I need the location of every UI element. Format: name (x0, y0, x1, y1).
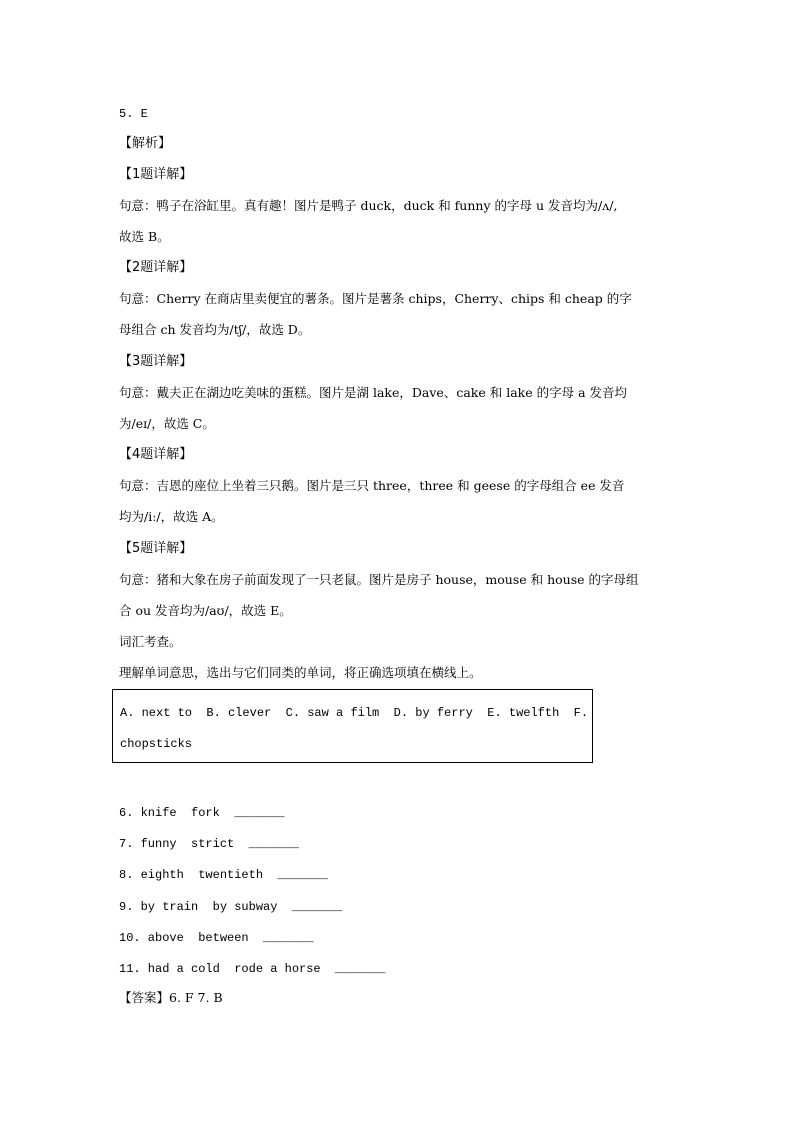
item-5-text-line-2: 合 ou 发音均为/aʊ/，故选 E。 (119, 603, 292, 618)
question-9: 9. by train by subway _______ (119, 900, 343, 914)
item-4-heading: 【4题详解】 (119, 447, 193, 462)
question-10: 10. above between _______ (119, 931, 314, 945)
analysis-heading: 【解析】 (119, 136, 172, 151)
question-6: 6. knife fork _______ (119, 806, 285, 820)
item-1-text-line-2: 故选 B。 (119, 229, 170, 244)
instruction: 理解单词意思，选出与它们同类的单词，将正确选项填在横线上。 (119, 665, 482, 680)
question-11: 11. had a cold rode a horse _______ (119, 962, 386, 976)
options-box (112, 689, 593, 763)
item-2-heading: 【2题详解】 (119, 260, 193, 275)
item-3-heading: 【3题详解】 (119, 354, 193, 369)
item-5-heading: 【5题详解】 (119, 541, 193, 556)
question-7: 7. funny strict _______ (119, 837, 300, 851)
item-2-text-line-1: 句意：Cherry 在商店里卖便宜的薯条。图片是薯条 chips，Cherry、chips 和 cheap 的字 (119, 291, 632, 306)
vocab-check: 词汇考查。 (119, 634, 182, 649)
options-line-1: A. next to B. clever C. saw a film D. by ferry E. twelfth F. (120, 706, 589, 720)
answer-line: 【答案】6. F 7. B (119, 990, 223, 1005)
item-3-text-line-2: 为/eɪ/，故选 C。 (119, 416, 215, 431)
item-1-text-line-1: 句意：鸭子在浴缸里。真有趣！图片是鸭子 duck，duck 和 funny 的字母 u 发音均为/ʌ/, (119, 198, 618, 213)
item-4-text-line-1: 句意：吉恩的座位上坐着三只鹅。图片是三只 three，three 和 geese 的字母组合 ee 发音 (119, 478, 625, 493)
question-8: 8. eighth twentieth _______ (119, 868, 328, 882)
answer-5: 5. E (119, 107, 148, 121)
options-line-2: chopsticks (120, 737, 193, 751)
item-2-text-line-2: 母组合 ch 发音均为/tʃ/，故选 D。 (119, 322, 311, 337)
item-3-text-line-1: 句意：戴夫正在湖边吃美味的蛋糕。图片是湖 lake，Dave、cake 和 lake 的字母 a 发音均 (119, 385, 627, 400)
item-4-text-line-2: 均为/iː/，故选 A。 (119, 509, 224, 524)
item-1-heading: 【1题详解】 (119, 167, 193, 182)
item-5-text-line-1: 句意：猪和大象在房子前面发现了一只老鼠。图片是房子 house，mouse 和 house 的字母组 (119, 572, 639, 587)
